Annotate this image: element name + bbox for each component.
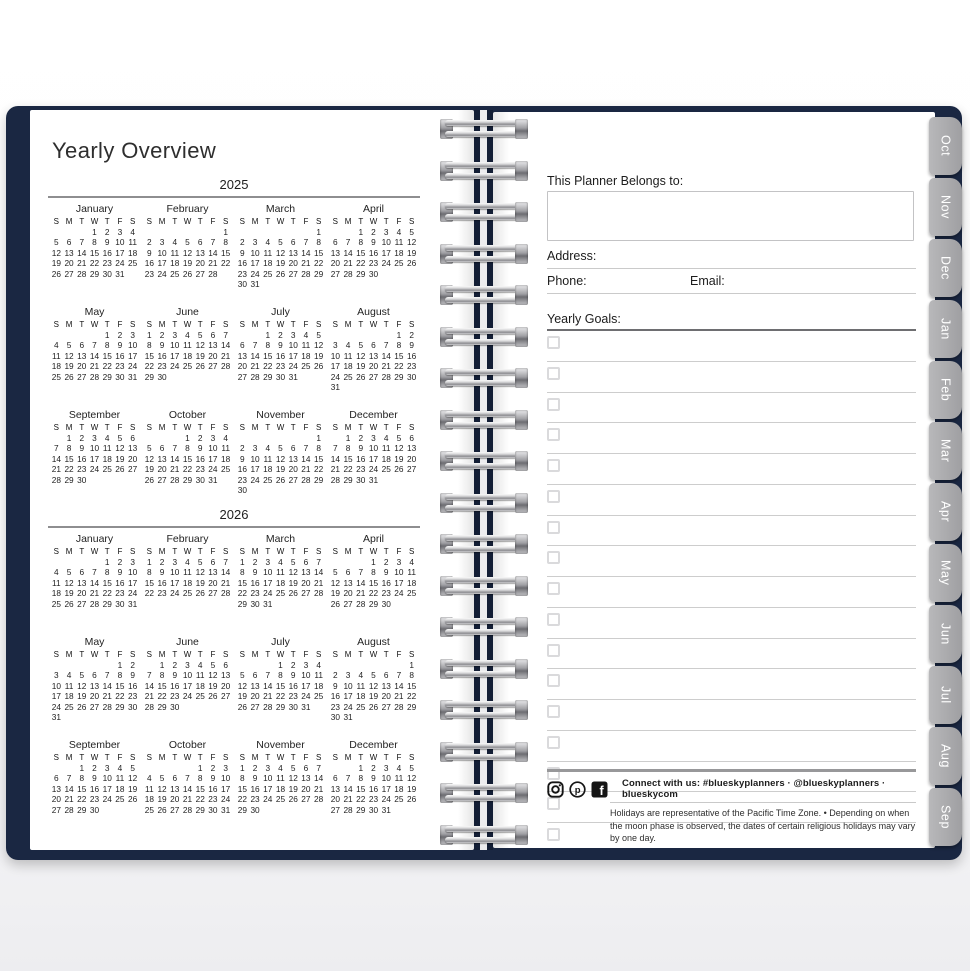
- month-name: January: [75, 533, 114, 545]
- connect-with-us-text: Connect with us: #blueskyplanners · @blueskyplanners · blueskycom: [622, 778, 886, 800]
- mini-month-december: [327, 739, 420, 842]
- month-name: September: [68, 409, 121, 421]
- month-name: July: [271, 636, 290, 648]
- mini-month-april: [327, 203, 420, 306]
- weekday-header: S M T W T F S: [239, 217, 322, 226]
- goal-checkbox: [547, 644, 560, 657]
- svg-text:p: p: [574, 784, 581, 796]
- day-grid: 1 2 3 4 5 6 7 8 9 10 11 12 13 14 15 16 17 18 19 20 21 22 23 24 25 26 27 28 29 30 31: [330, 660, 417, 723]
- year-rule: [48, 196, 420, 198]
- instagram-icon: [547, 781, 564, 798]
- weekday-header: S M T W T F S: [239, 320, 322, 329]
- tab-sep: Sep: [929, 788, 962, 846]
- pinterest-icon: [569, 781, 586, 798]
- month-name: October: [168, 739, 207, 751]
- day-grid: 1 2 3 4 5 6 7 8 9 10 11 12 13 14 15 16 17 18 19 20 21 22 23 24 25 26 27 28: [144, 227, 231, 279]
- weekday-header: S M T W T F S: [239, 650, 322, 659]
- month-name: December: [349, 739, 398, 751]
- day-grid: 1 2 3 4 5 6 7 8 9 10 11 12 13 14 15 16 17 18 19 20 21 22 23 24 25 26 27 28 29 30: [144, 660, 231, 712]
- day-grid: 1 2 3 4 5 6 7 8 9 10 11 12 13 14 15 16 17 18 19 20 21 22 23 24 25 26 27 28 29 30 31: [51, 330, 138, 382]
- weekday-header: S M T W T F S: [239, 547, 322, 556]
- weekday-header: S M T W T F S: [332, 320, 415, 329]
- month-name: October: [168, 409, 207, 421]
- tab-jun: Jun: [929, 605, 962, 663]
- goal-row: [547, 428, 916, 454]
- goal-checkbox: [547, 828, 560, 841]
- day-grid: 1 2 3 4 5 6 7 8 9 10 11 12 13 14 15 16 17 18 19 20 21 22 23 24 25 26 27 28 29 30 31: [330, 433, 417, 485]
- day-grid: 1 2 3 4 5 6 7 8 9 10 11 12 13 14 15 16 17 18 19 20 21 22 23 24 25 26 27 28 29 30 31: [51, 227, 138, 279]
- month-name: July: [271, 306, 290, 318]
- weekday-header: S M T W T F S: [146, 753, 229, 762]
- day-grid: 1 2 3 4 5 6 7 8 9 10 11 12 13 14 15 16 17 18 19 20 21 22 23 24 25 26 27 28 29 30 31: [144, 763, 231, 815]
- goal-row: [547, 336, 916, 362]
- tab-nov: Nov: [929, 178, 962, 236]
- page-title: Yearly Overview: [52, 138, 217, 163]
- wire-binding-loop: [440, 368, 528, 389]
- goal-checkbox: [547, 736, 560, 749]
- address-label: Address:: [547, 249, 597, 263]
- day-grid: 1 2 3 4 5 6 7 8 9 10 11 12 13 14 15 16 17 18 19 20 21 22 23 24 25 26 27 28: [144, 557, 231, 599]
- weekday-header: S M T W T F S: [146, 320, 229, 329]
- goal-checkbox: [547, 705, 560, 718]
- months-grid: [48, 203, 420, 512]
- month-name: May: [84, 636, 105, 648]
- tab-may: May: [929, 544, 962, 602]
- month-name: February: [166, 203, 209, 215]
- goal-checkbox: [547, 582, 560, 595]
- mini-month-august: [327, 636, 420, 739]
- day-grid: 1 2 3 4 5 6 7 8 9 10 11 12 13 14 15 16 17 18 19 20 21 22 23 24 25 26 27 28 29 30: [144, 330, 231, 382]
- goal-row: [547, 705, 916, 731]
- mini-month-may: [48, 636, 141, 739]
- month-name: May: [84, 306, 105, 318]
- month-name: December: [349, 409, 398, 421]
- address-write-line: [547, 268, 916, 269]
- tab-oct: Oct: [929, 117, 962, 175]
- tab-mar: Mar: [929, 422, 962, 480]
- weekday-header: S M T W T F S: [53, 753, 136, 762]
- weekday-header: S M T W T F S: [146, 423, 229, 432]
- weekday-header: S M T W T F S: [53, 320, 136, 329]
- mini-month-october: [141, 409, 234, 512]
- wire-binding-loop: [440, 244, 528, 265]
- weekday-header: S M T W T F S: [146, 650, 229, 659]
- month-name: September: [68, 739, 121, 751]
- month-name: February: [166, 533, 209, 545]
- goal-checkbox: [547, 674, 560, 687]
- goal-row: [547, 582, 916, 608]
- phone-label: Phone:: [547, 274, 587, 288]
- tab-jul: Jul: [929, 666, 962, 724]
- right-page: [493, 112, 935, 848]
- goal-row: [547, 459, 916, 485]
- tab-apr: Apr: [929, 483, 962, 541]
- year-label: 2025: [219, 177, 249, 192]
- month-name: August: [357, 306, 390, 318]
- day-grid: 1 2 3 4 5 6 7 8 9 10 11 12 13 14 15 16 17 18 19 20 21 22 23 24 25 26 27 28 29 30 31: [237, 330, 324, 382]
- wire-binding-loop: [440, 783, 528, 804]
- tab-aug: Aug: [929, 727, 962, 785]
- goal-checkbox: [547, 551, 560, 564]
- mini-month-november: [234, 409, 327, 512]
- facebook-icon: [591, 781, 608, 798]
- wire-binding-loop: [440, 534, 528, 555]
- yearly-goals-list: [547, 331, 916, 854]
- tab-dec: Dec: [929, 239, 962, 297]
- mini-month-october: [141, 739, 234, 842]
- mini-month-june: [141, 306, 234, 409]
- day-grid: 1 2 3 4 5 6 7 8 9 10 11 12 13 14 15 16 17 18 19 20 21 22 23 24 25 26 27 28 29 30 31: [144, 433, 231, 485]
- goal-checkbox: [547, 428, 560, 441]
- year-rule: [48, 526, 420, 528]
- mini-month-september: [48, 409, 141, 512]
- social-row: [547, 778, 916, 800]
- weekday-header: S M T W T F S: [239, 753, 322, 762]
- day-grid: 1 2 3 4 5 6 7 8 9 10 11 12 13 14 15 16 17 18 19 20 21 22 23 24 25 26 27 28 29 30: [51, 433, 138, 485]
- holiday-disclaimer-text: Holidays are representative of the Pacific Time Zone. • Depending on when the moon phase is observed, the dates of certain religious holidays may vary by one day.: [610, 808, 916, 843]
- day-grid: 1 2 3 4 5 6 7 8 9 10 11 12 13 14 15 16 17 18 19 20 21 22 23 24 25 26 27 28 29 30 31: [330, 763, 417, 815]
- month-name: January: [75, 203, 114, 215]
- left-page: [30, 110, 474, 850]
- wire-binding-loop: [440, 617, 528, 638]
- tab-jan: Jan: [929, 300, 962, 358]
- weekday-header: S M T W T F S: [53, 423, 136, 432]
- day-grid: 1 2 3 4 5 6 7 8 9 10 11 12 13 14 15 16 17 18 19 20 21 22 23 24 25 26 27 28 29 30 31: [330, 330, 417, 393]
- wire-binding-loop: [440, 327, 528, 348]
- goal-row: [547, 521, 916, 547]
- goal-row: [547, 674, 916, 700]
- wire-binding-loop: [440, 825, 528, 846]
- goal-row: [547, 490, 916, 516]
- month-name: June: [176, 306, 199, 318]
- weekday-header: S M T W T F S: [146, 547, 229, 556]
- goal-checkbox: [547, 490, 560, 503]
- day-grid: 1 2 3 4 5 6 7 8 9 10 11 12 13 14 15 16 17 18 19 20 21 22 23 24 25 26 27 28 29 30: [330, 557, 417, 609]
- month-name: April: [362, 203, 384, 215]
- goal-row: [547, 398, 916, 424]
- day-grid: 1 2 3 4 5 6 7 8 9 10 11 12 13 14 15 16 17 18 19 20 21 22 23 24 25 26 27 28 29 30 31: [51, 557, 138, 609]
- goal-checkbox: [547, 367, 560, 380]
- wire-binding-loop: [440, 202, 528, 223]
- goal-row: [547, 367, 916, 393]
- mini-month-january: [48, 533, 141, 636]
- mini-month-december: [327, 409, 420, 512]
- goal-checkbox: [547, 459, 560, 472]
- year-label: 2026: [219, 507, 249, 522]
- day-grid: 1 2 3 4 5 6 7 8 9 10 11 12 13 14 15 16 17 18 19 20 21 22 23 24 25 26 27 28 29 30 31: [237, 660, 324, 712]
- email-label: Email:: [690, 274, 725, 288]
- day-grid: 1 2 3 4 5 6 7 8 9 10 11 12 13 14 15 16 17 18 19 20 21 22 23 24 25 26 27 28 29 30: [237, 433, 324, 496]
- mini-month-july: [234, 636, 327, 739]
- wire-binding-loop: [440, 285, 528, 306]
- mini-month-february: [141, 533, 234, 636]
- day-grid: 1 2 3 4 5 6 7 8 9 10 11 12 13 14 15 16 17 18 19 20 21 22 23 24 25 26 27 28 29 30: [237, 763, 324, 815]
- goal-checkbox: [547, 398, 560, 411]
- wire-binding-loop: [440, 742, 528, 763]
- mini-month-june: [141, 636, 234, 739]
- months-grid: [48, 533, 420, 842]
- day-grid: 1 2 3 4 5 6 7 8 9 10 11 12 13 14 15 16 17 18 19 20 21 22 23 24 25 26 27 28 29 30: [330, 227, 417, 279]
- yearly-goals-label: Yearly Goals:: [547, 312, 621, 326]
- goal-row: [547, 736, 916, 762]
- weekday-header: S M T W T F S: [332, 217, 415, 226]
- wire-binding-loop: [440, 576, 528, 597]
- belongs-to-label: This Planner Belongs to:: [547, 174, 684, 188]
- day-grid: 1 2 3 4 5 6 7 8 9 10 11 12 13 14 15 16 17 18 19 20 21 22 23 24 25 26 27 28 29 30: [51, 763, 138, 815]
- wire-binding-loop: [440, 410, 528, 431]
- weekday-header: S M T W T F S: [239, 423, 322, 432]
- mini-month-april: [327, 533, 420, 636]
- wire-binding-loop: [440, 700, 528, 721]
- month-name: November: [256, 739, 305, 751]
- goal-checkbox: [547, 521, 560, 534]
- year-section-2026: [48, 507, 420, 842]
- mini-month-november: [234, 739, 327, 842]
- weekday-header: S M T W T F S: [53, 217, 136, 226]
- day-grid: 1 2 3 4 5 6 7 8 9 10 11 12 13 14 15 16 17 18 19 20 21 22 23 24 25 26 27 28 29 30 31: [237, 557, 324, 609]
- mini-month-march: [234, 533, 327, 636]
- goal-row: [547, 613, 916, 639]
- day-grid: 1 2 3 4 5 6 7 8 9 10 11 12 13 14 15 16 17 18 19 20 21 22 23 24 25 26 27 28 29 30 31: [51, 660, 138, 723]
- wire-binding-loop: [440, 451, 528, 472]
- wire-binding-loop: [440, 161, 528, 182]
- weekday-header: S M T W T F S: [332, 650, 415, 659]
- mini-month-august: [327, 306, 420, 409]
- weekday-header: S M T W T F S: [332, 547, 415, 556]
- goal-row: [547, 644, 916, 670]
- connect-divider-line: [610, 802, 916, 803]
- wire-binding-loop: [440, 119, 528, 140]
- year-section-2025: [48, 177, 420, 512]
- goal-checkbox: [547, 336, 560, 349]
- month-name: March: [265, 203, 296, 215]
- phone-email-write-line: [547, 293, 916, 294]
- day-grid: 1 2 3 4 5 6 7 8 9 10 11 12 13 14 15 16 17 18 19 20 21 22 23 24 25 26 27 28 29 30 31: [237, 227, 324, 290]
- mini-month-may: [48, 306, 141, 409]
- month-name: June: [176, 636, 199, 648]
- month-name: August: [357, 636, 390, 648]
- mini-month-march: [234, 203, 327, 306]
- goal-checkbox: [547, 613, 560, 626]
- mini-month-july: [234, 306, 327, 409]
- weekday-header: S M T W T F S: [332, 753, 415, 762]
- month-tab-strip: [929, 117, 962, 846]
- svg-text:f: f: [599, 783, 604, 798]
- wire-binding-loop: [440, 659, 528, 680]
- weekday-header: S M T W T F S: [53, 650, 136, 659]
- month-name: April: [362, 533, 384, 545]
- wire-binding-loop: [440, 493, 528, 514]
- month-name: November: [256, 409, 305, 421]
- mini-month-september: [48, 739, 141, 842]
- tab-feb: Feb: [929, 361, 962, 419]
- weekday-header: S M T W T F S: [53, 547, 136, 556]
- mini-month-january: [48, 203, 141, 306]
- weekday-header: S M T W T F S: [146, 217, 229, 226]
- mini-month-february: [141, 203, 234, 306]
- month-name: March: [265, 533, 296, 545]
- footer-divider: [547, 769, 916, 772]
- goal-row: [547, 551, 916, 577]
- belongs-to-field: [547, 191, 914, 241]
- weekday-header: S M T W T F S: [332, 423, 415, 432]
